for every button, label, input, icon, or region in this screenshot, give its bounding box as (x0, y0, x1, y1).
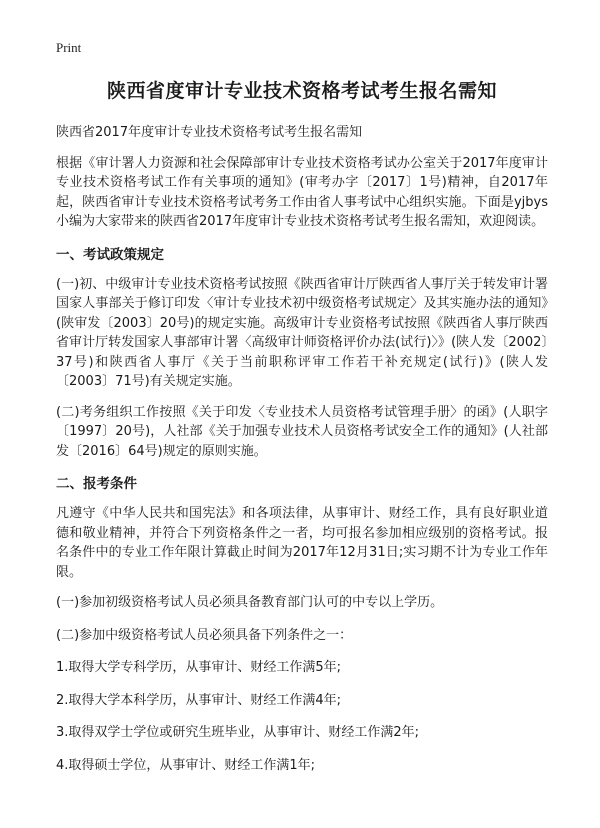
subtitle: 陕西省2017年度审计专业技术资格考试考生报名需知 (56, 125, 363, 140)
print-link[interactable]: Print (56, 40, 82, 55)
list-item: 4.取得硕士学位，从事审计、财经工作满1年; (56, 757, 316, 773)
intro-paragraph: 根据《审计署人力资源和社会保障部审计专业技术资格考试办公室关于2017年度审计专业技术资格考试工作有关事项的通知》(审考办字〔2017〕1号)精神，自2017年起，陕西省审计专业技术资格考试考务工作由省人事考试中心组织实施。下面是yjbys小编为大家带来的陕西省2017年度审计专业技术资格考试考生报名需知，欢迎阅读。 (56, 155, 548, 229)
section-heading-policy: 一、考试政策规定 (56, 246, 164, 263)
policy-paragraph-2: (二)考务组织工作按照《关于印发〈专业技术人员资格考试管理手册〉的函》(人职字〔1997〕20号)，人社部《关于加强专业技术人员资格考试安全工作的通知》(人社部发〔2016〕64号)规定的原则实施。 (56, 404, 548, 459)
list-item: 3.取得双学士学位或研究生班毕业，从事审计、财经工作满2年; (56, 725, 420, 740)
policy-paragraph-1: (一)初、中级审计专业技术资格考试按照《陕西省审计厅陕西省人事厅关于转发审计署国家人事部关于修订印发〈审计专业技术初中级资格考试规定〉及其实施办法的通知》(陕审发〔2003〕20号)的规定实施。高级审计专业资格考试按照《陕西省人事厅陕西省审计厅转发国家人事部审计署〈高级审计师资格评价办法(试行)〉》(陕人发〔2002〕37号)和陕西省人事厅《关于当前职称评审工作若干补充规定(试行)》(陕人发〔2003〕71号)有关规定实施。 (56, 276, 548, 389)
conditions-paragraph-1: 凡遵守《中华人民共和国宪法》和各项法律，从事审计、财经工作，具有良好职业道德和敬业精神，并符合下列资格条件之一者，均可报名参加相应级别的资格考试。报名条件中的专业工作年限计算截止时间为2017年12月31日;实习期不计为专业工作年限。 (56, 506, 548, 580)
list-item: 2.取得大学本科学历，从事审计、财经工作满4年; (56, 692, 342, 708)
conditions-paragraph-3: (二)参加中级资格考试人员必须具备下列条件之一： (56, 627, 353, 643)
page-title: 陕西省度审计专业技术资格考试考生报名需知 (106, 80, 497, 102)
conditions-paragraph-2: (一)参加初级资格考试人员必须具备教育部门认可的中专以上学历。 (56, 595, 444, 610)
list-item: 1.取得大学专科学历，从事审计、财经工作满5年; (56, 660, 342, 675)
section-heading-conditions: 二、报考条件 (56, 476, 137, 492)
